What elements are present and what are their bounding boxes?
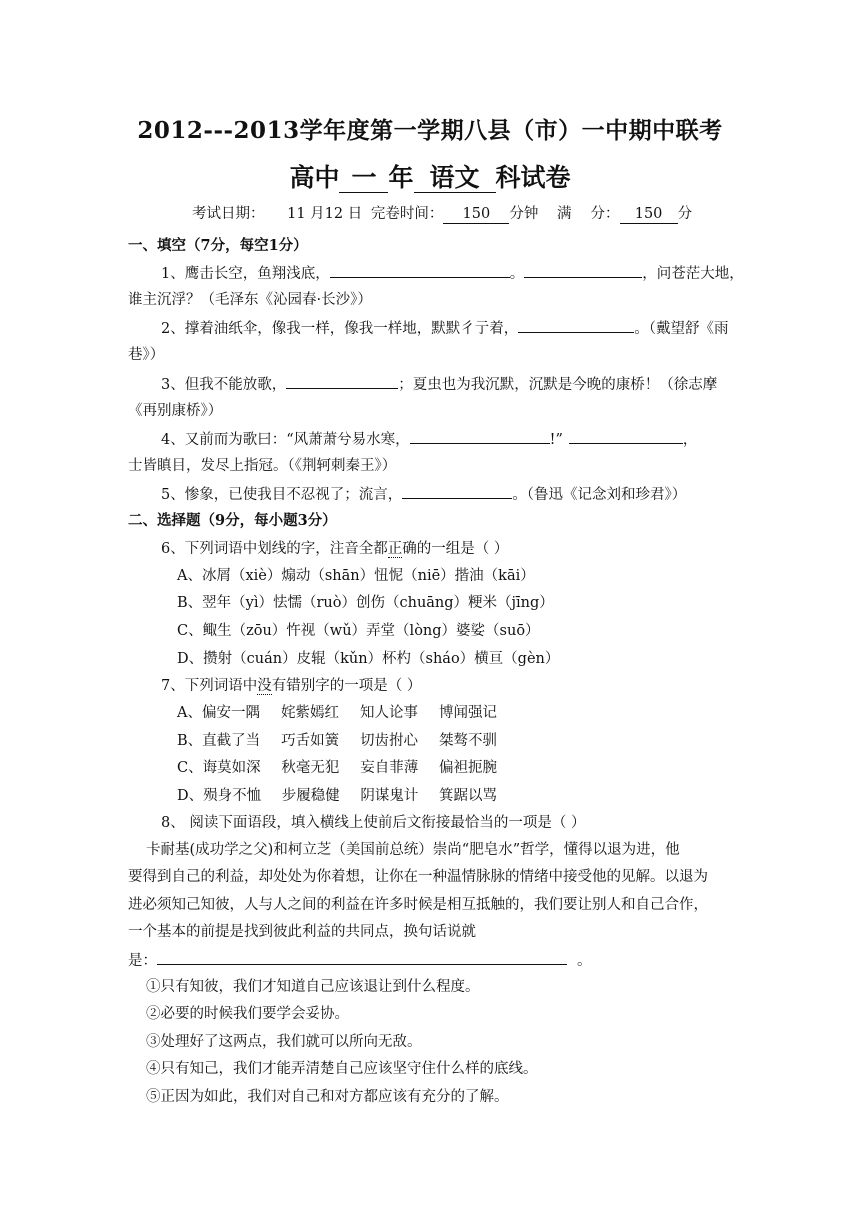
q2-blank[interactable]: [518, 318, 634, 333]
score-value: 150: [620, 207, 678, 224]
question-6: [161, 539, 730, 559]
q7d-2: 步履稳健: [281, 788, 340, 804]
q7-option-c[interactable]: [177, 758, 497, 778]
q4-source: 士皆瞋目，发尽上指冠。（《荆轲刺秦王》）: [128, 458, 397, 474]
score-label: 满 分：: [556, 206, 620, 222]
q6-option-c[interactable]: C、鲰生（zōu）忤视（wǔ）弄堂（lòng）婆娑（suō）: [177, 623, 540, 639]
q6-text-b: 确的一组是（ ）: [402, 541, 509, 557]
q1-text-a: 1、鹰击长空，鱼翔浅底，: [161, 266, 330, 282]
q7a-3: 知人论事: [359, 705, 418, 721]
q7-option-a[interactable]: [177, 703, 497, 723]
question-1: [161, 263, 744, 284]
q7a-4: 博闻强记: [438, 705, 497, 721]
q7b-1: B、直截了当: [177, 733, 261, 749]
subtitle-mid: 年: [388, 163, 414, 192]
q8-answer-line: [128, 950, 730, 971]
q7d-1: D、殒身不恤: [177, 788, 262, 804]
q7-emphasis: 没: [257, 678, 272, 694]
q8-blank-end: 。: [577, 953, 592, 969]
question-7: [161, 676, 730, 696]
q8-item-3: ③处理好了这两点，我们就可以所向无敌。: [146, 1034, 422, 1050]
q7-text-b: 有错别字的一项是（ ）: [271, 678, 422, 694]
q7c-3: 妄自菲薄: [360, 760, 419, 776]
exam-info: [192, 204, 730, 224]
question-2: [161, 318, 730, 339]
q5-blank[interactable]: [402, 484, 512, 499]
q2-source: 巷》）: [128, 347, 165, 363]
q4-text-b: !”: [549, 432, 563, 448]
q3-text-a: 3、但我不能放歌，: [161, 377, 287, 393]
q8-passage-line-2: 要得到自己的利益，却处处为你着想，让你在一种温情脉脉的情绪中接受他的见解。以退为: [128, 869, 708, 885]
q7c-1: C、诲莫如深: [177, 760, 261, 776]
q8-passage-line-1: 卡耐基(成功学之父)和柯立芝（美国前总统）崇尚“肥皂水”哲学，懂得以退为进，他: [146, 842, 680, 858]
score-unit: 分: [677, 206, 693, 222]
q7d-3: 阴谋鬼计: [360, 788, 419, 804]
q7c-2: 秋毫无犯: [281, 760, 340, 776]
section2-heading: 二、选择题（9分，每小题3分）: [128, 512, 337, 529]
exam-date: 11 月12 日: [287, 206, 363, 222]
q4-blank-2[interactable]: [569, 429, 683, 444]
q1-text-b: 。: [509, 266, 525, 282]
time-value: 150: [443, 207, 509, 224]
q6-option-a[interactable]: A、冰屑（xiè）煽动（shān）忸怩（niē）揩油（kāi）: [177, 568, 535, 584]
q7a-2: 姹紫嫣红: [280, 705, 339, 721]
q7-option-d[interactable]: [177, 786, 497, 806]
q2-text-a: 2、撑着油纸伞，像我一样，像我一样地，默默彳亍着，: [161, 321, 519, 337]
exam-title: 2012---2013学年度第一学期八县（市）一中期中联考: [137, 117, 723, 144]
q4-blank-1[interactable]: [410, 429, 550, 444]
exam-subtitle: [0, 158, 860, 194]
question-5: [161, 484, 730, 505]
q6-option-d[interactable]: D、攒射（cuán）皮辊（kǔn）杯杓（sháo）横亘（gèn）: [177, 651, 560, 667]
q6-text-a: 6、下列词语中划线的字，注音全都: [161, 541, 388, 557]
q8-blank-label: 是：: [128, 953, 157, 969]
q8-item-2: ②必要的时候我们要学会妥协。: [146, 1006, 349, 1022]
subtitle-suffix: 科试卷: [495, 163, 571, 192]
q8-blank[interactable]: [157, 950, 567, 965]
q6-emphasis: 正: [387, 541, 403, 557]
exam-date-label: 考试日期：: [192, 206, 265, 222]
q8-item-5: ⑤正因为如此，我们对自己和对方都应该有充分的了解。: [146, 1089, 509, 1105]
q7a-1: A、偏安一隅: [177, 705, 260, 721]
q7-text-a: 7、下列词语中: [161, 678, 258, 694]
q3-blank[interactable]: [286, 374, 398, 389]
q4-text-c: ，: [682, 432, 698, 448]
q5-text-b: 。（鲁迅《记念刘和珍君》）: [512, 487, 687, 503]
q1-text-c: ，问苍茫大地，: [642, 266, 744, 282]
q7b-3: 切齿拊心: [360, 733, 419, 749]
q7-option-b[interactable]: [177, 731, 497, 751]
question-8: 8、 阅读下面语段，填入横线上使前后文衔接最恰当的一项是（ ）: [161, 815, 586, 831]
q2-text-b: 。（戴望舒《雨: [634, 321, 729, 337]
q3-text-b: ；夏虫也为我沉默，沉默是今晚的康桥！（徐志摩: [398, 377, 718, 393]
time-unit: 分钟: [509, 206, 539, 222]
subtitle-prefix: 高中: [289, 163, 340, 192]
subtitle-subject: 语文: [414, 164, 496, 193]
q8-item-1: ①只有知彼，我们才知道自己应该退让到什么程度。: [146, 979, 480, 995]
q8-passage-line-4: 一个基本的前提是找到彼此利益的共同点，换句话说就: [128, 924, 476, 940]
q8-item-4: ④只有知己，我们才能弄清楚自己应该坚守住什么样的底线。: [146, 1061, 538, 1077]
q1-source: 谁主沉浮？（毛泽东《沁园春·长沙》）: [128, 292, 372, 308]
q7b-2: 巧舌如簧: [281, 733, 340, 749]
subtitle-grade: 一: [339, 164, 388, 193]
q1-blank-2[interactable]: [524, 263, 642, 278]
q8-passage-line-3: 进必须知己知彼，人与人之间的利益在许多时候是相互抵触的，我们要让别人和自己合作，: [128, 897, 708, 913]
question-4: [161, 429, 730, 450]
q3-source: 《再别康桥》）: [128, 403, 223, 419]
q5-text-a: 5、惨象，已使我目不忍视了；流言，: [161, 487, 403, 503]
question-3: [161, 374, 730, 395]
q7c-4: 偏袒扼腕: [439, 760, 497, 776]
time-label: 完卷时间：: [370, 206, 444, 222]
q4-text-a: 4、又前而为歌曰：“风萧萧兮易水寒，: [161, 432, 410, 448]
q7b-4: 桀骜不驯: [438, 733, 497, 749]
q1-blank-1[interactable]: [330, 263, 510, 278]
q6-option-b[interactable]: B、翌年（yì）怯懦（ruò）创伤（chuāng）粳米（jīng）: [177, 595, 554, 611]
q7d-4: 箕踞以骂: [438, 788, 497, 804]
section1-heading: 一、填空（7分，每空1分）: [128, 237, 308, 254]
